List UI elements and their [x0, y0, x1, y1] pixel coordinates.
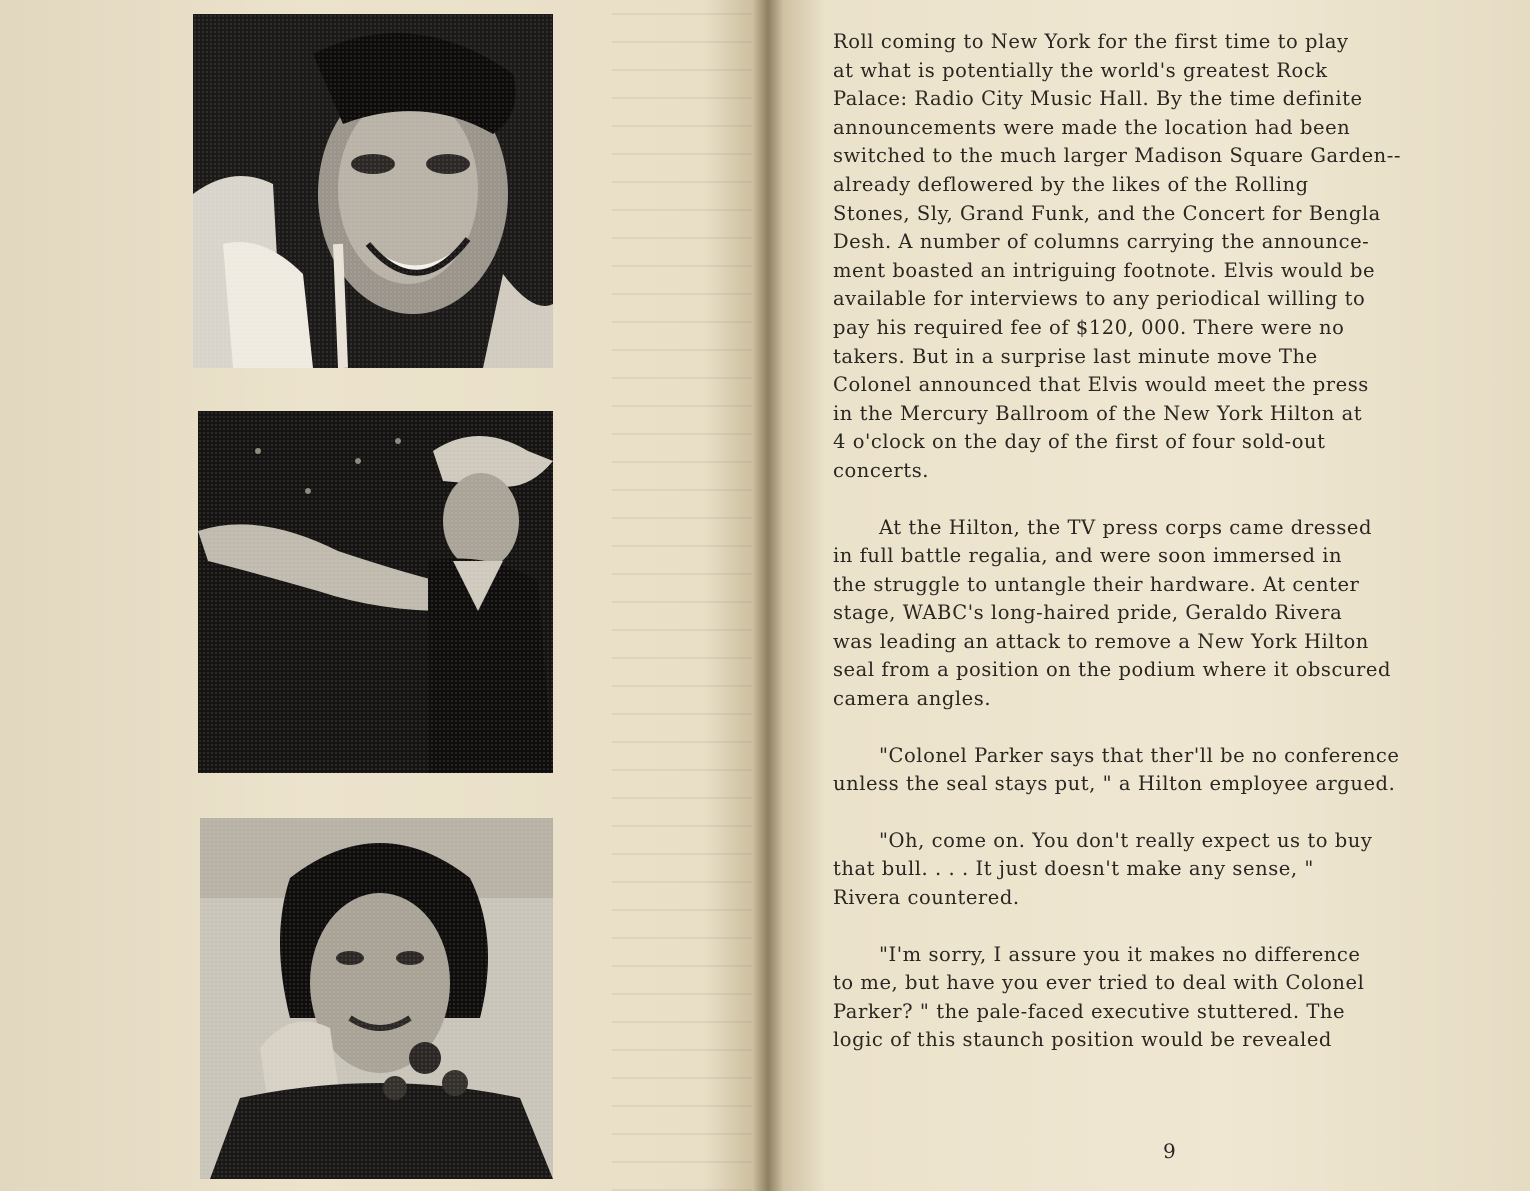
text-line: ment boasted an intriguing footnote. Elvis would be [833, 258, 1376, 282]
text-line: at what is potentially the world's greatest Rock [833, 58, 1328, 82]
text-line: Colonel announced that Elvis would meet the press [833, 373, 1369, 397]
man-in-cowboy-hat-pointing-photo [198, 411, 553, 773]
show-through-text [612, 0, 752, 1191]
paragraph-5 [833, 941, 1523, 1055]
body-text [833, 28, 1523, 1055]
text-line: Palace: Radio City Music Hall. By the time definite [833, 87, 1363, 111]
text-line: camera angles. [833, 687, 992, 711]
text-line: concerts. [833, 458, 929, 482]
text-line: takers. But in a surprise last minute move The [833, 344, 1318, 368]
text-line: logic of this staunch position would be revealed [833, 1028, 1332, 1052]
text-line: Roll coming to New York for the first time to play [833, 30, 1349, 53]
text-line: "Colonel Parker says that ther'll be no conference [879, 743, 1400, 767]
text-line: Stones, Sly, Grand Funk, and the Concert for Bengla [833, 201, 1381, 225]
text-line: already deflowered by the likes of the Rolling [833, 172, 1309, 196]
text-line: available for interviews to any periodical willing to [833, 287, 1366, 311]
text-line: 4 o'clock on the day of the first of four sold-out [833, 430, 1326, 454]
text-line: pay his required fee of $120, 000. There were no [833, 315, 1345, 339]
text-line: At the Hilton, the TV press corps came dressed [879, 515, 1373, 539]
text-line: that bull. . . . It just doesn't make any sense, " [833, 857, 1314, 881]
page-number: 9 [1163, 1139, 1176, 1163]
paragraph-1 [833, 28, 1523, 486]
performer-singing-photo [193, 14, 553, 368]
text-line: "I'm sorry, I assure you it makes no difference [879, 942, 1361, 966]
paragraph-2 [833, 514, 1523, 714]
text-line: the struggle to untangle their hardware. At center [833, 572, 1360, 596]
paragraph-4 [833, 827, 1523, 913]
performer-at-microphones-photo [200, 818, 553, 1179]
text-line: switched to the much larger Madison Square Garden-- [833, 144, 1402, 168]
text-line: seal from a position on the podium where it obscured [833, 658, 1392, 682]
left-page [0, 0, 760, 1191]
text-line: stage, WABC's long-haired pride, Geraldo Rivera [833, 601, 1343, 625]
text-line: unless the seal stays put, " a Hilton employee argued. [833, 772, 1396, 796]
paragraph-3 [833, 742, 1523, 799]
text-line: Parker? " the pale-faced executive stuttered. The [833, 999, 1346, 1023]
text-line: was leading an attack to remove a New York Hilton [833, 629, 1369, 653]
text-line: "Oh, come on. You don't really expect us to buy [879, 828, 1373, 852]
text-line: Rivera countered. [833, 886, 1020, 910]
text-line: announcements were made the location had been [833, 115, 1351, 139]
text-line: in the Mercury Ballroom of the New York Hilton at [833, 401, 1363, 425]
text-line: Desh. A number of columns carrying the announce- [833, 230, 1370, 254]
text-line: to me, but have you ever tried to deal with Colonel [833, 971, 1365, 995]
text-line: in full battle regalia, and were soon immersed in [833, 544, 1343, 568]
right-page [775, 0, 1530, 1191]
